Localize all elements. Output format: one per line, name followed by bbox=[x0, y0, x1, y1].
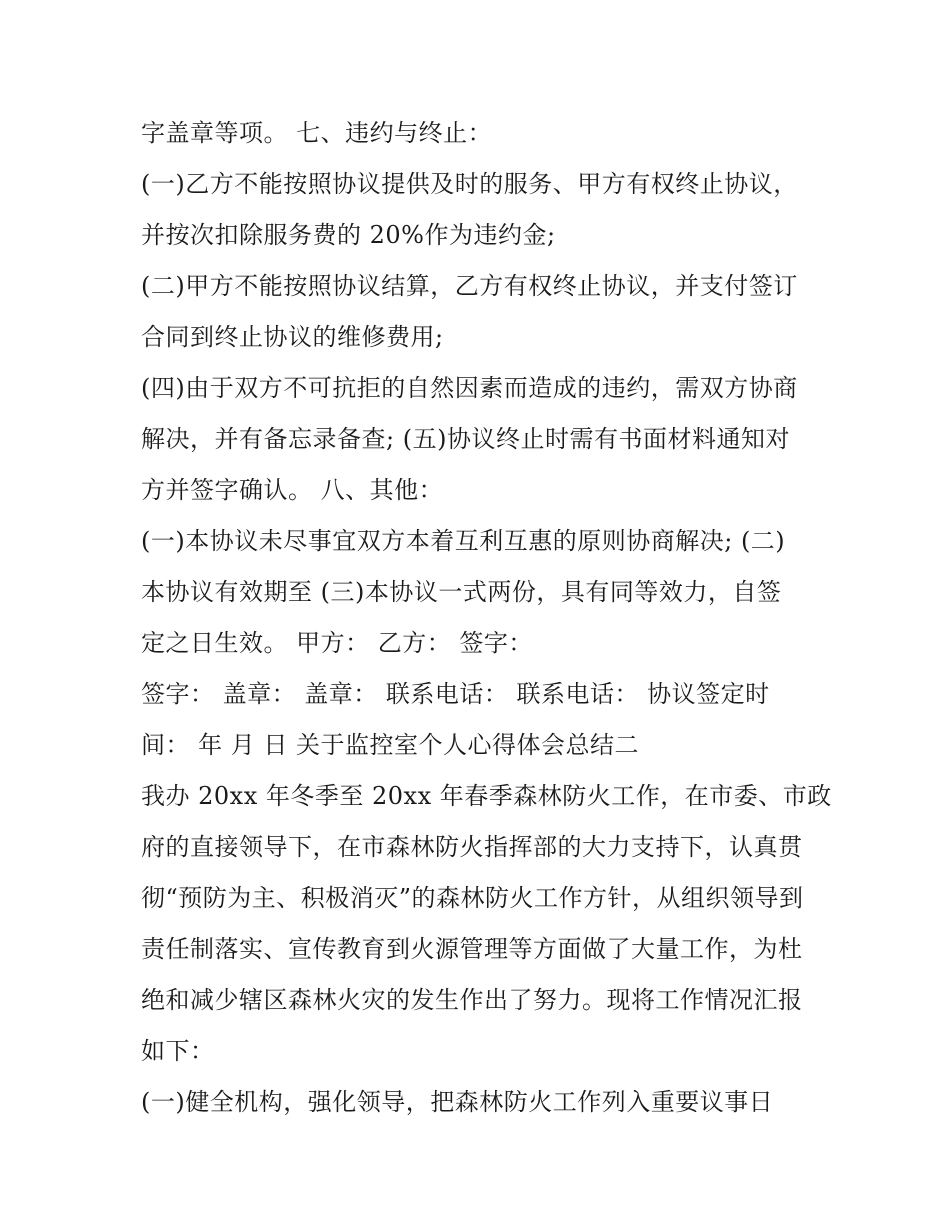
text-line: 我办 20xx 年冬季至 20xx 年春季森林防火工作，在市委、市政 bbox=[141, 782, 832, 810]
text-line: 方并签字确认。 八、其他： bbox=[141, 476, 444, 504]
text-line: (一)本协议未尽事宜双方本着互利互惠的原则协商解决; (二) bbox=[141, 527, 786, 555]
document-body bbox=[141, 108, 832, 1128]
text-line: (二)甲方不能按照协议结算，乙方有权终止协议，并支付签订 bbox=[141, 272, 798, 300]
text-line: 绝和减少辖区森林火灾的发生作出了努力。现将工作情况汇报 bbox=[141, 986, 803, 1014]
text-line: 彻“预防为主、积极消灭”的森林防火工作方针，从组织领导到 bbox=[141, 884, 804, 912]
text-line: 解决，并有备忘录备查; (五)协议终止时需有书面材料通知对 bbox=[141, 425, 790, 453]
text-line: 合同到终止协议的维修费用; bbox=[141, 323, 444, 351]
text-line: 间： 年 月 日 关于监控室个人心得体会总结二 bbox=[141, 731, 640, 759]
text-line: (一)乙方不能按照协议提供及时的服务、甲方有权终止协议， bbox=[141, 170, 798, 198]
text-line: 责任制落实、宣传教育到火源管理等方面做了大量工作，为杜 bbox=[141, 935, 803, 963]
text-line: 并按次扣除服务费的 20%作为违约金; bbox=[141, 221, 556, 249]
text-line: 定之日生效。 甲方： 乙方： 签字： bbox=[141, 629, 533, 657]
text-line: 签字： 盖章： 盖章： 联系电话： 联系电话： 协议签定时 bbox=[141, 680, 770, 708]
text-line: 府的直接领导下，在市森林防火指挥部的大力支持下，认真贯 bbox=[141, 833, 803, 861]
text-line: 本协议有效期至 (三)本协议一式两份，具有同等效力，自签 bbox=[141, 578, 782, 606]
text-line: (四)由于双方不可抗拒的自然因素而造成的违约，需双方协商 bbox=[141, 374, 798, 402]
text-line: 如下： bbox=[141, 1037, 215, 1065]
text-line: (一)健全机构，强化领导，把森林防火工作列入重要议事日 bbox=[141, 1088, 774, 1116]
text-line: 字盖章等项。 七、违约与终止： bbox=[141, 119, 493, 147]
